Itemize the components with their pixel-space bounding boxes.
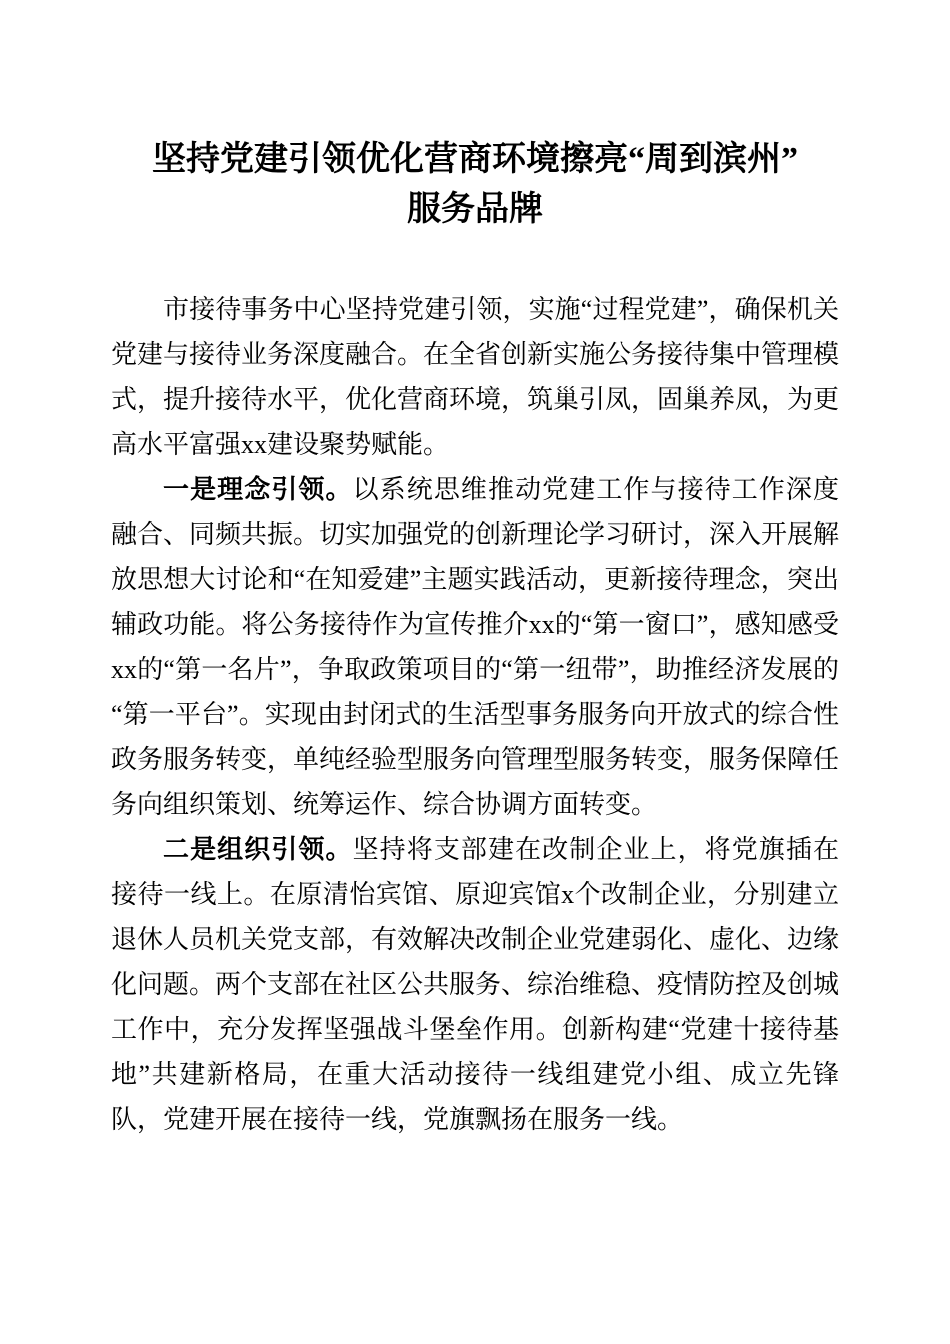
document-body bbox=[111, 287, 839, 1142]
paragraph-lead: 一是理念引领。 bbox=[163, 475, 353, 504]
paragraph-text: 市接待事务中心坚持党建引领，实施“过程党建”，确保机关党建与接待业务深度融合。在全省创新实施公务接待集中管理模式，提升接待水平，优化营商环境，筑巢引凤，固巢养凤，为更高水平富强xx建设聚势赋能。 bbox=[111, 295, 840, 459]
paragraph-text: 坚持将支部建在改制企业上，将党旗插在接待一线上。在原清怡宾馆、原迎宾馆x个改制企业，分别建立退休人员机关党支部，有效解决改制企业党建弱化、虚化、边缘化问题。两个支部在社区公共服务、综治维稳、疫情防控及创城工作中，充分发挥坚强战斗堡垒作用。创新构建“党建十接待基地”共建新格局，在重大活动接待一线组建党小组、成立先锋队，党建开展在接待一线，党旗飘扬在服务一线。 bbox=[111, 835, 840, 1134]
paragraph-intro bbox=[111, 287, 839, 467]
paragraph-text: 以系统思维推动党建工作与接待工作深度融合、同频共振。切实加强党的创新理论学习研讨，深入开展解放思想大讨论和“在知爱建”主题实践活动，更新接待理念，突出辅政功能。将公务接待作为宣传推介xx的“第一窗口”，感知感受xx的“第一名片”，争取政策项目的“第一纽带”，助推经济发展的“第一平台”。实现由封闭式的生活型事务服务向开放式的综合性政务服务转变，单纯经验型服务向管理型服务转变，服务保障任务向组织策划、统筹运作、综合协调方面转变。 bbox=[111, 475, 840, 819]
paragraph-point-two bbox=[111, 827, 839, 1142]
paragraph-point-one bbox=[111, 467, 839, 827]
paragraph-lead: 二是组织引领。 bbox=[163, 835, 353, 864]
document-title: 坚持党建引领优化营商环境擦亮“周到滨州”服务品牌 bbox=[152, 141, 798, 228]
